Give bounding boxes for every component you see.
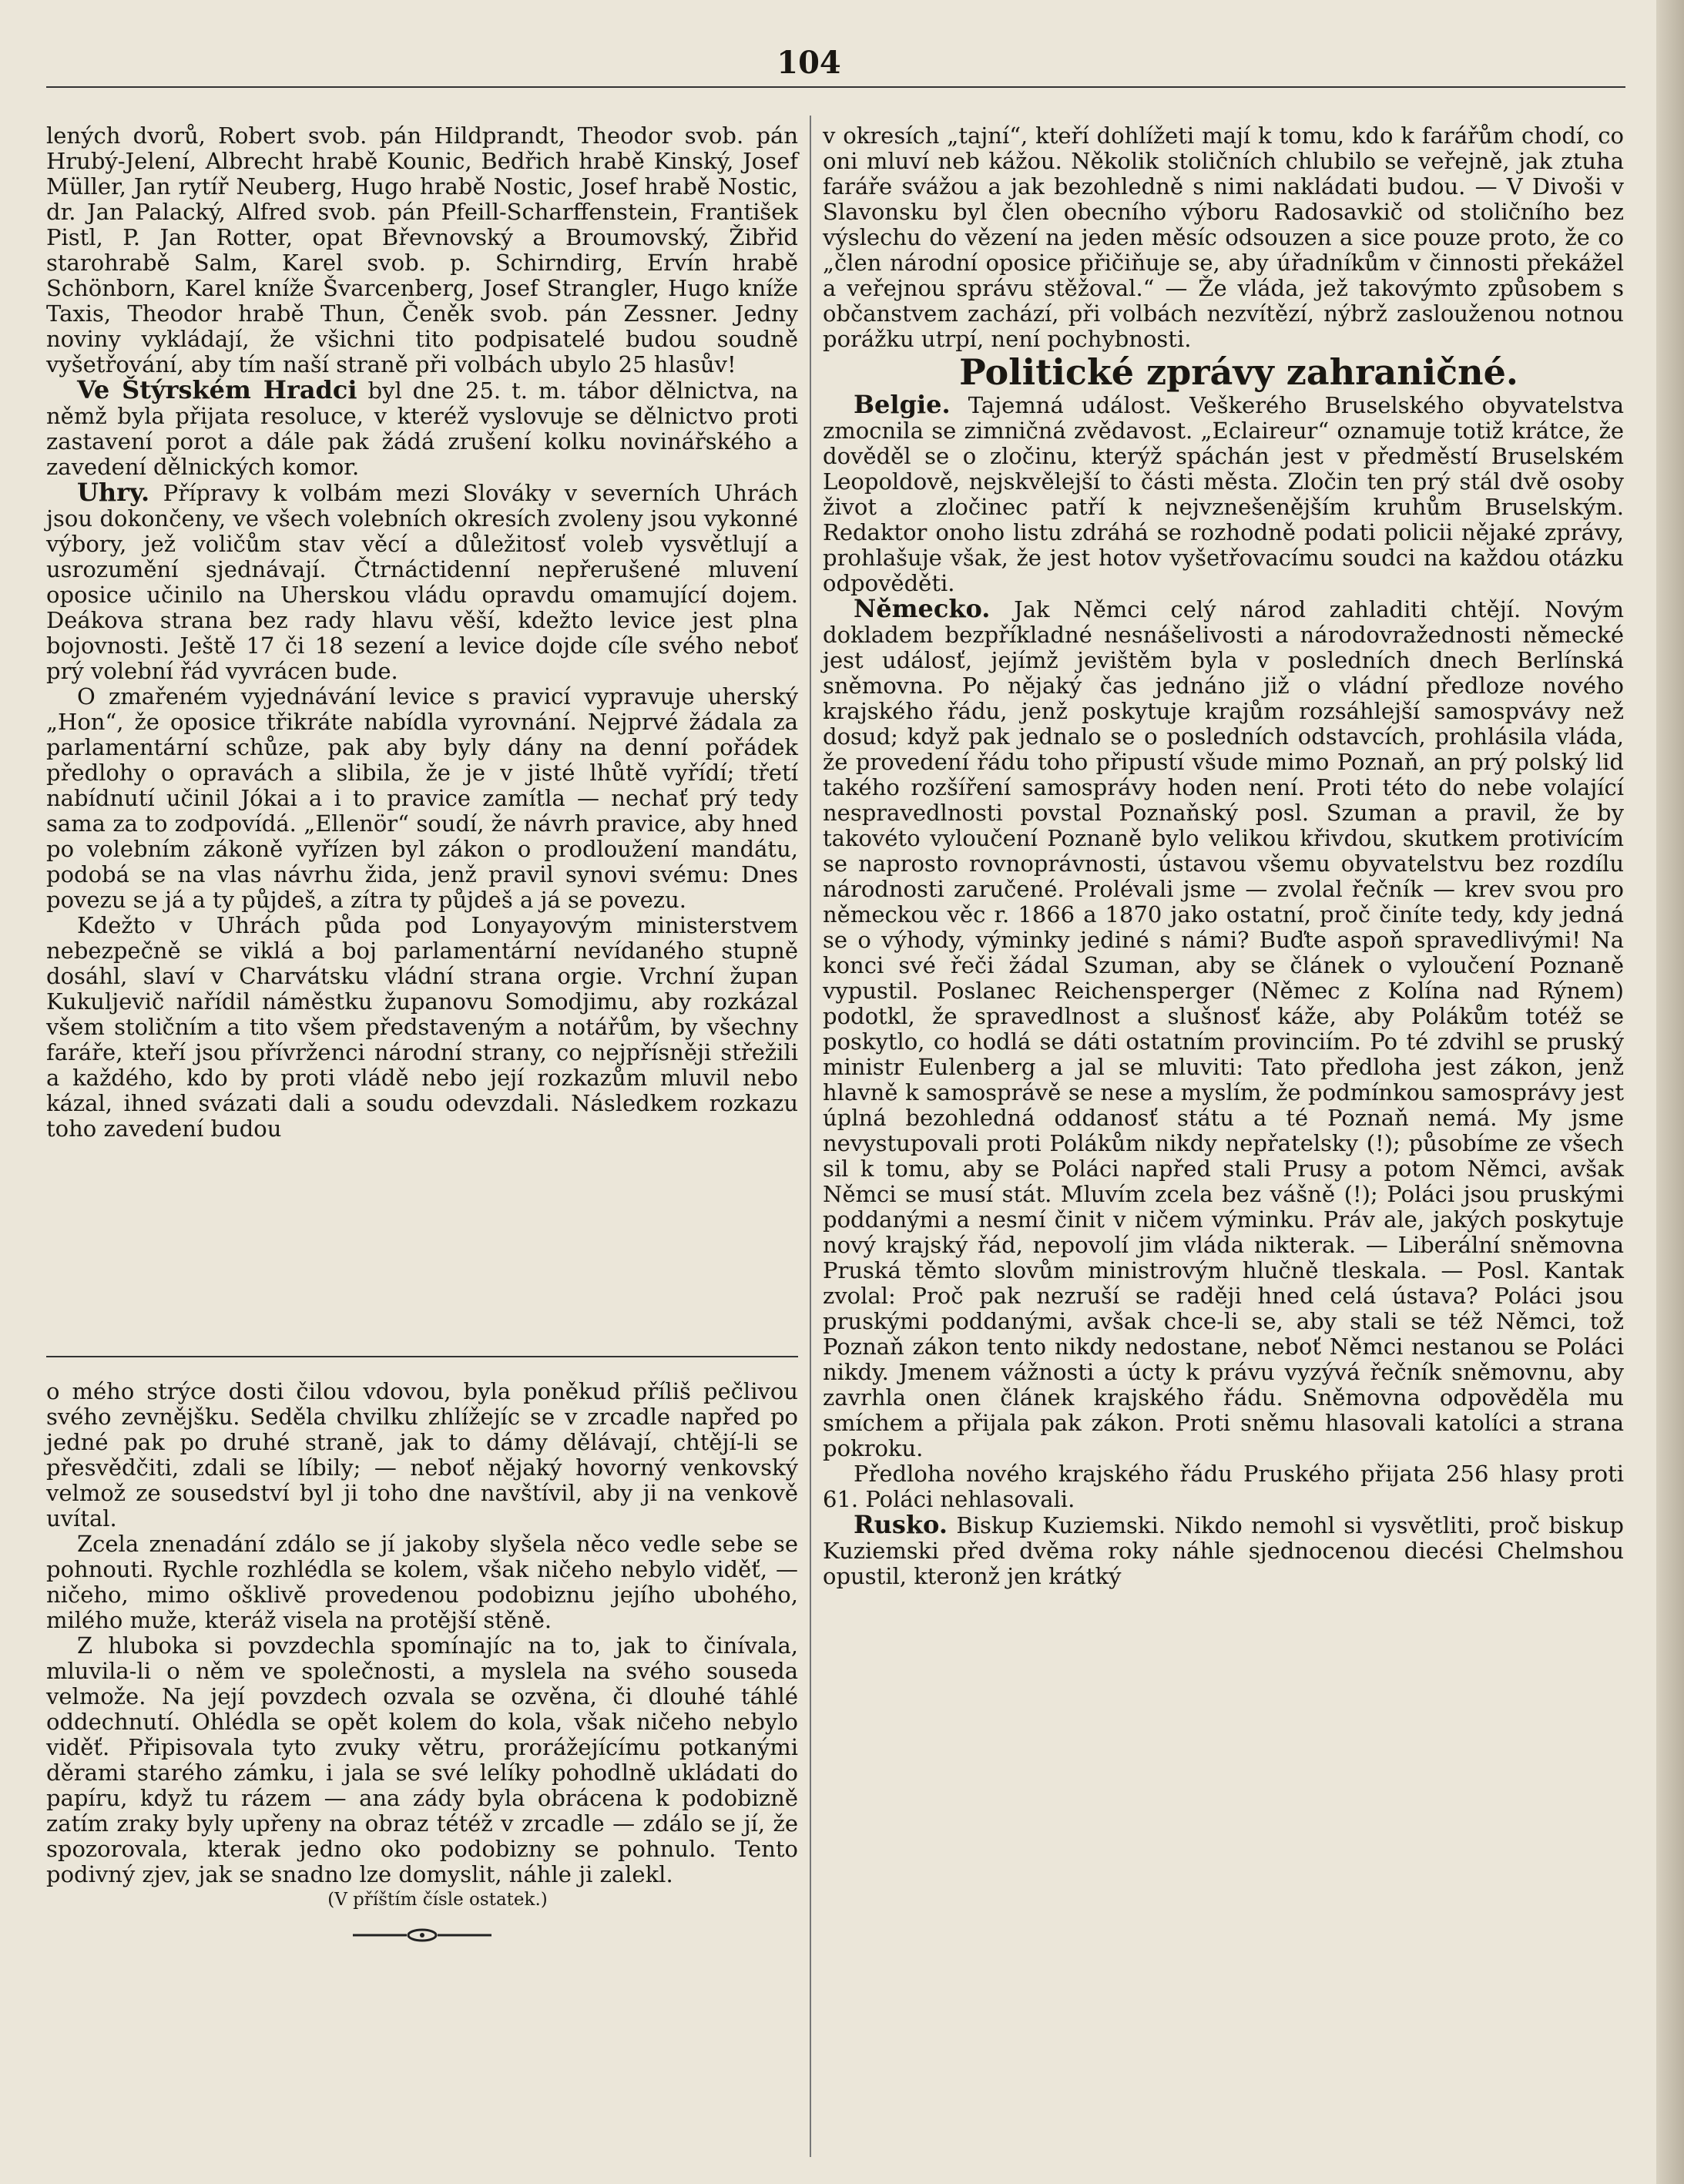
russia-lead: Rusko. [854,1510,948,1539]
belgium-text: Tajemná událost. Veškerého Bruselského obyvatelstva zmocnila se zimničná zvědavost. „Eclaireur“ oznamuje totiž krátce, že dověděl se o zločinu, kterýž spáchán jest v předměstí Bruselském Leopoldově, nejskvělejší to části města. Zločin ten prý stál dvě osoby život a zločinec patří k nejvznešenějším kruhům Bruselským. Redaktor onoho listu zdráhá se rozhodně podati policii nějaké zprávy, prohlašuje však, že jest hotov vyšetřovacímu soudci na každou otázku odpověděti. [823,392,1624,596]
germany-text: Jak Němci celý národ zahladiti chtějí. Novým dokladem bezpříkladné nesnášelivosti a národovražednosti německé jest událosť, jejímž jevištěm byla v posledních dnech Berlínská sněmovna. Po nějaký čas jednáno již o vládní předloze nového krajského řádu, jenž poskytuje krajům rozsáhlejší samospvávy než dosud; když pak jednalo se o posledních odstavcích, prohlásila vláda, že provedení řádu toho připustí všude mimo Poznaň, an prý polský lid takého rozšíření samosprávy hoden není. Proti této do nebe volající nespravedlnosti povstal Poznaňský posl. Szuman a pravil, že by takovéto vyloučení Poznaně bylo velikou křivdou, skutkem protivícím se naprosto rovnoprávnosti, ústavou všemu obyvatelstvu bez rozdílu národnosti zaručené. Prolévali jsme — zvolal řečník — krev svou pro německou věc r. 1866 a 1870 jako ostatní, proč činíte tedy, kdy jedná se o výhody, výminky jediné s námi? Buďte aspoň spravedlivými! Na konci své řeči žádal Szuman, aby se článek o vyloučení Poznaně vypustil. Poslanec Reichensperger (Němec z Kolína nad Rýnem) podotkl, že spravedlnost a slušnosť káže, aby Polákům totéž se poskytlo, co hodlá se dáti ostatním provinciím. Po té zdvihl se pruský ministr Eulenberg a jal se mluviti: Tato předloha jest zákon, jenž hlavně k samosprávě se nese a myslím, že podmínkou samosprávy jest úplná bezohledná oddanosť státu a té Poznaň nemá. My jsme nevystupovali proti Polákům nikdy nepřatelsky (!); působíme ze všech sil k tomu, aby se Poláci napřed stali Prusy a potom Němci, avšak Němci se musí stát. Mluvím zcela bez vášně (!); Poláci jsou pruskými poddanými a nesmí činit v ničem výminku. Práv ale, jakých poskytuje nový krajský řád, nepovolí jim vláda nikterak. — Liberální sněmovna Pruská těmto slovům ministrovým hlučně tleskala. — Posl. Kantak zvolal: Proč pak nezruší se raději hned celá ústava? Poláci jsou pruskými poddanými, avšak chce-li se, aby stali se též Němci, tož Poznaň zákon tento nikdy nedostane, neboť Němci nestanou se Poláci nikdy. Jmenem vážnosti a úcty k právu vyzývá řečník sněmovnu, aby zavrhla onen článek krajského řádu. Sněmovna odpověděla mu smíchem a přijala pak zákon. Proti sněmu hlasovali katolíci a strana pokroku. [823,596,1624,1461]
header-rule [46,86,1625,88]
croatia-continued-paragraph: v okresích „tajní“, kteří dohlížeti mají k tomu, kdo k farářům chodí, co oni mluví neb kážou. Několik stoličních chlubilo se veřejně, jak ztuha faráře svážou a jak bezohledně s nimi nakládati budou. — V Divoši v Slavonsku byl člen obecního výboru Radosavkič od stoličního bez výslechu do vězení na jeden měsíc odsouzen a sice pouze proto, že co „člen národní oposice přičiňuje se, aby úřadníkům v činnosti překážel a veřejnou správu stěžoval.“ — Že vláda, jež takovýmto způsobem s občanstvem zachází, při volbách nezvítězí, nýbrž zaslouženou notnou porážku utrpí, není pochybnosti. [823,122,1624,352]
hungary-paragraph [46,480,798,684]
styria-paragraph [46,377,798,480]
russia-paragraph [823,1512,1624,1589]
right-column [823,123,1624,1589]
page-number: 104 [777,45,841,81]
ornament-divider-icon [345,1924,499,1947]
section-heading: Politické zprávy zahraničné. [959,351,1518,393]
germany-paragraph [823,596,1624,1461]
hungary-negotiation-paragraph: O zmařeném vyjednávání levice s pravicí vypravuje uherský „Hon“, že oposice třikráte nabídla vyrovnání. Nejprvé žádala za parlamentární schůze, pak aby byly dány na denní pořádek předlohy o opravách a slibila, že je v jisté lhůtě vyřídí; třetí nabídnutí učinil Jókai a i to pravice zamítla — nechať prý tedy sama za to zodpovídá. „Ellenör“ soudí, že návrh pravice, aby hned po volebním zákoně vyřízen byl zákon o prodloužení mandátu, podobá se na vlas návrhu žida, jenž pravil synovi svému: Dnes povezu se já a ty půjdeš, a zítra ty půjdeš a já se povezu. [46,683,798,913]
hungary-lead: Uhry. [77,478,150,507]
russia-text: Biskup Kuziemski. Nikdo nemohl si vysvětliti, proč biskup Kuziemski před dvěma roky náhle sjednocenou diecési Chelmshou opustil, kteronž jen krátký [823,1512,1624,1589]
styria-text: byl dne 25. t. m. tábor dělnictva, na němž byla přijata resoluce, v kteréž vyslovuje se dělnictvo proti zastavení porot a dále pak žádá zrušení kolku novinářského a zavedení dělnických komor. [46,377,798,480]
hungary-text: Přípravy k volbám mezi Slováky v severních Uhrách jsou dokončeny, ve všech volebních okresích zvoleny jsou vykonné výbory, jež voličům stav věcí a důležitosť voleb vysvětlují a usrozumění sjednávají. Čtrnáctidenní nepřerušené mluvení oposice učinilo na Uherskou vládu opravdu omamující dojem. Deákova strana bez rady hlavu věší, kdežto levice jest plna bojovnosti. Ještě 17 či 18 sezení a levice dojde cíle svého neboť prý volební řád vyvrácen bude. [46,480,798,684]
feuilleton-divider [46,1356,798,1357]
belgium-lead: Belgie. [854,390,951,419]
feuilleton-paragraph: Zcela znenadání zdálo se jí jakoby slyšela něco vedle sebe se pohnouti. Rychle rozhlédla se kolem, však ničeho nebylo viděť, — ničeho, mimo ošklivě provedenou podobiznu jejího ubohého, milého muže, kteráž visela na protější stěně. [46,1531,798,1633]
column-divider [810,116,811,2157]
germany-vote-paragraph: Předloha nového krajského řádu Pruského přijata 256 hlasy proti 61. Poláci nehlasovali. [823,1461,1624,1512]
continued-note: (V příštím čísle ostatek.) [327,1890,548,1910]
croatia-paragraph: Kdežto v Uhrách půda pod Lonyayovým ministerstvem nebezpečně se viklá a boj parlamentární nevídaného stupně dosáhl, slaví v Charvátsku vládní strana orgie. Vrchní župan Kukuljevič nařídil náměstku županovu Somodjimu, aby rozkázal všem stoličním a tito všem představeným a notářům, by všechny faráře, kteří jsou přívrženci národní strany, co nejpřísněji střežili a každého, kdo by proti vládě nebo její rozkazům mluvil nebo kázal, ihned svázati dali a soudu odevzdali. Následkem rozkazu toho zavedení budou [46,912,798,1142]
signatories-paragraph: lených dvorů, Robert svob. pán Hildprandt, Theodor svob. pán Hrubý-Jelení, Albrecht hrabě Kounic, Bedřich hrabě Kinský, Josef Müller, Jan rytíř Neuberg, Hugo hrabě Nostic, Josef hrabě Nostic, dr. Jan Palacký, Alfred svob. pán Pfeill-Scharffenstein, František Pistl, P. Jan Rotter, opat Břevnovský a Broumovský, Žibřid starohrabě Salm, Karel svob. p. Schirndirg, Ervín hrabě Schönborn, Karel kníže Švarcenberg, Josef Strangler, Hugo kníže Taxis, Theodor hrabě Thun, Čeněk svob. pán Zessner. Jedny noviny vykládají, že všichni tito podpisatelé budou soudně vyšetřování, aby tím naší straně při volbách ubylo 25 hlasův! [46,122,798,377]
page-edge [1656,0,1684,2184]
feuilleton-paragraph: o mého strýce dosti čilou vdovou, byla poněkud příliš pečlivou svého zevnějšku. Seděla chvilku zhlížejíc se v zrcadle napřed po jedné pak po druhé straně, jak to dámy dělávají, chtějí-li se přesvědčiti, zdali se líbily; — neboť nějaký hovorný venkovský velmož ze sousedství byl ji toho dne navštívil, aby ji na venkově uvítal. [46,1378,798,1531]
feuilleton-paragraph: Z hluboka si povzdechla spomínajíc na to, jak to činívala, mluvila-li o něm ve společnosti, a myslela na svého souseda velmože. Na její povzdech ozvala se ozvěna, či dlouhé táhlé oddechnutí. Ohlédla se opět kolem do kola, však ničeho nebylo viděť. Připisovala tyto zvuky větru, prorážejícímu potkanými děrami starého zámku, i jala se své lelíky pohodlně ukládati do papíru, když tu rázem — ana zády byla obrácena k podobizně zatím zraky byly upřeny na obraz tétéž v zrcadle — zdálo se jí, že spozorovala, kterak jedno oko podobizny se pohnulo. Tento podivný zjev, jak se snadno lze domyslit, náhle ji zalekl. [46,1632,798,1887]
styria-lead: Ve Štýrském Hradci [77,375,357,404]
belgium-paragraph [823,392,1624,596]
germany-lead: Německo. [854,594,991,623]
left-column-feuilleton [46,1379,798,1947]
left-column-news [46,123,798,1142]
